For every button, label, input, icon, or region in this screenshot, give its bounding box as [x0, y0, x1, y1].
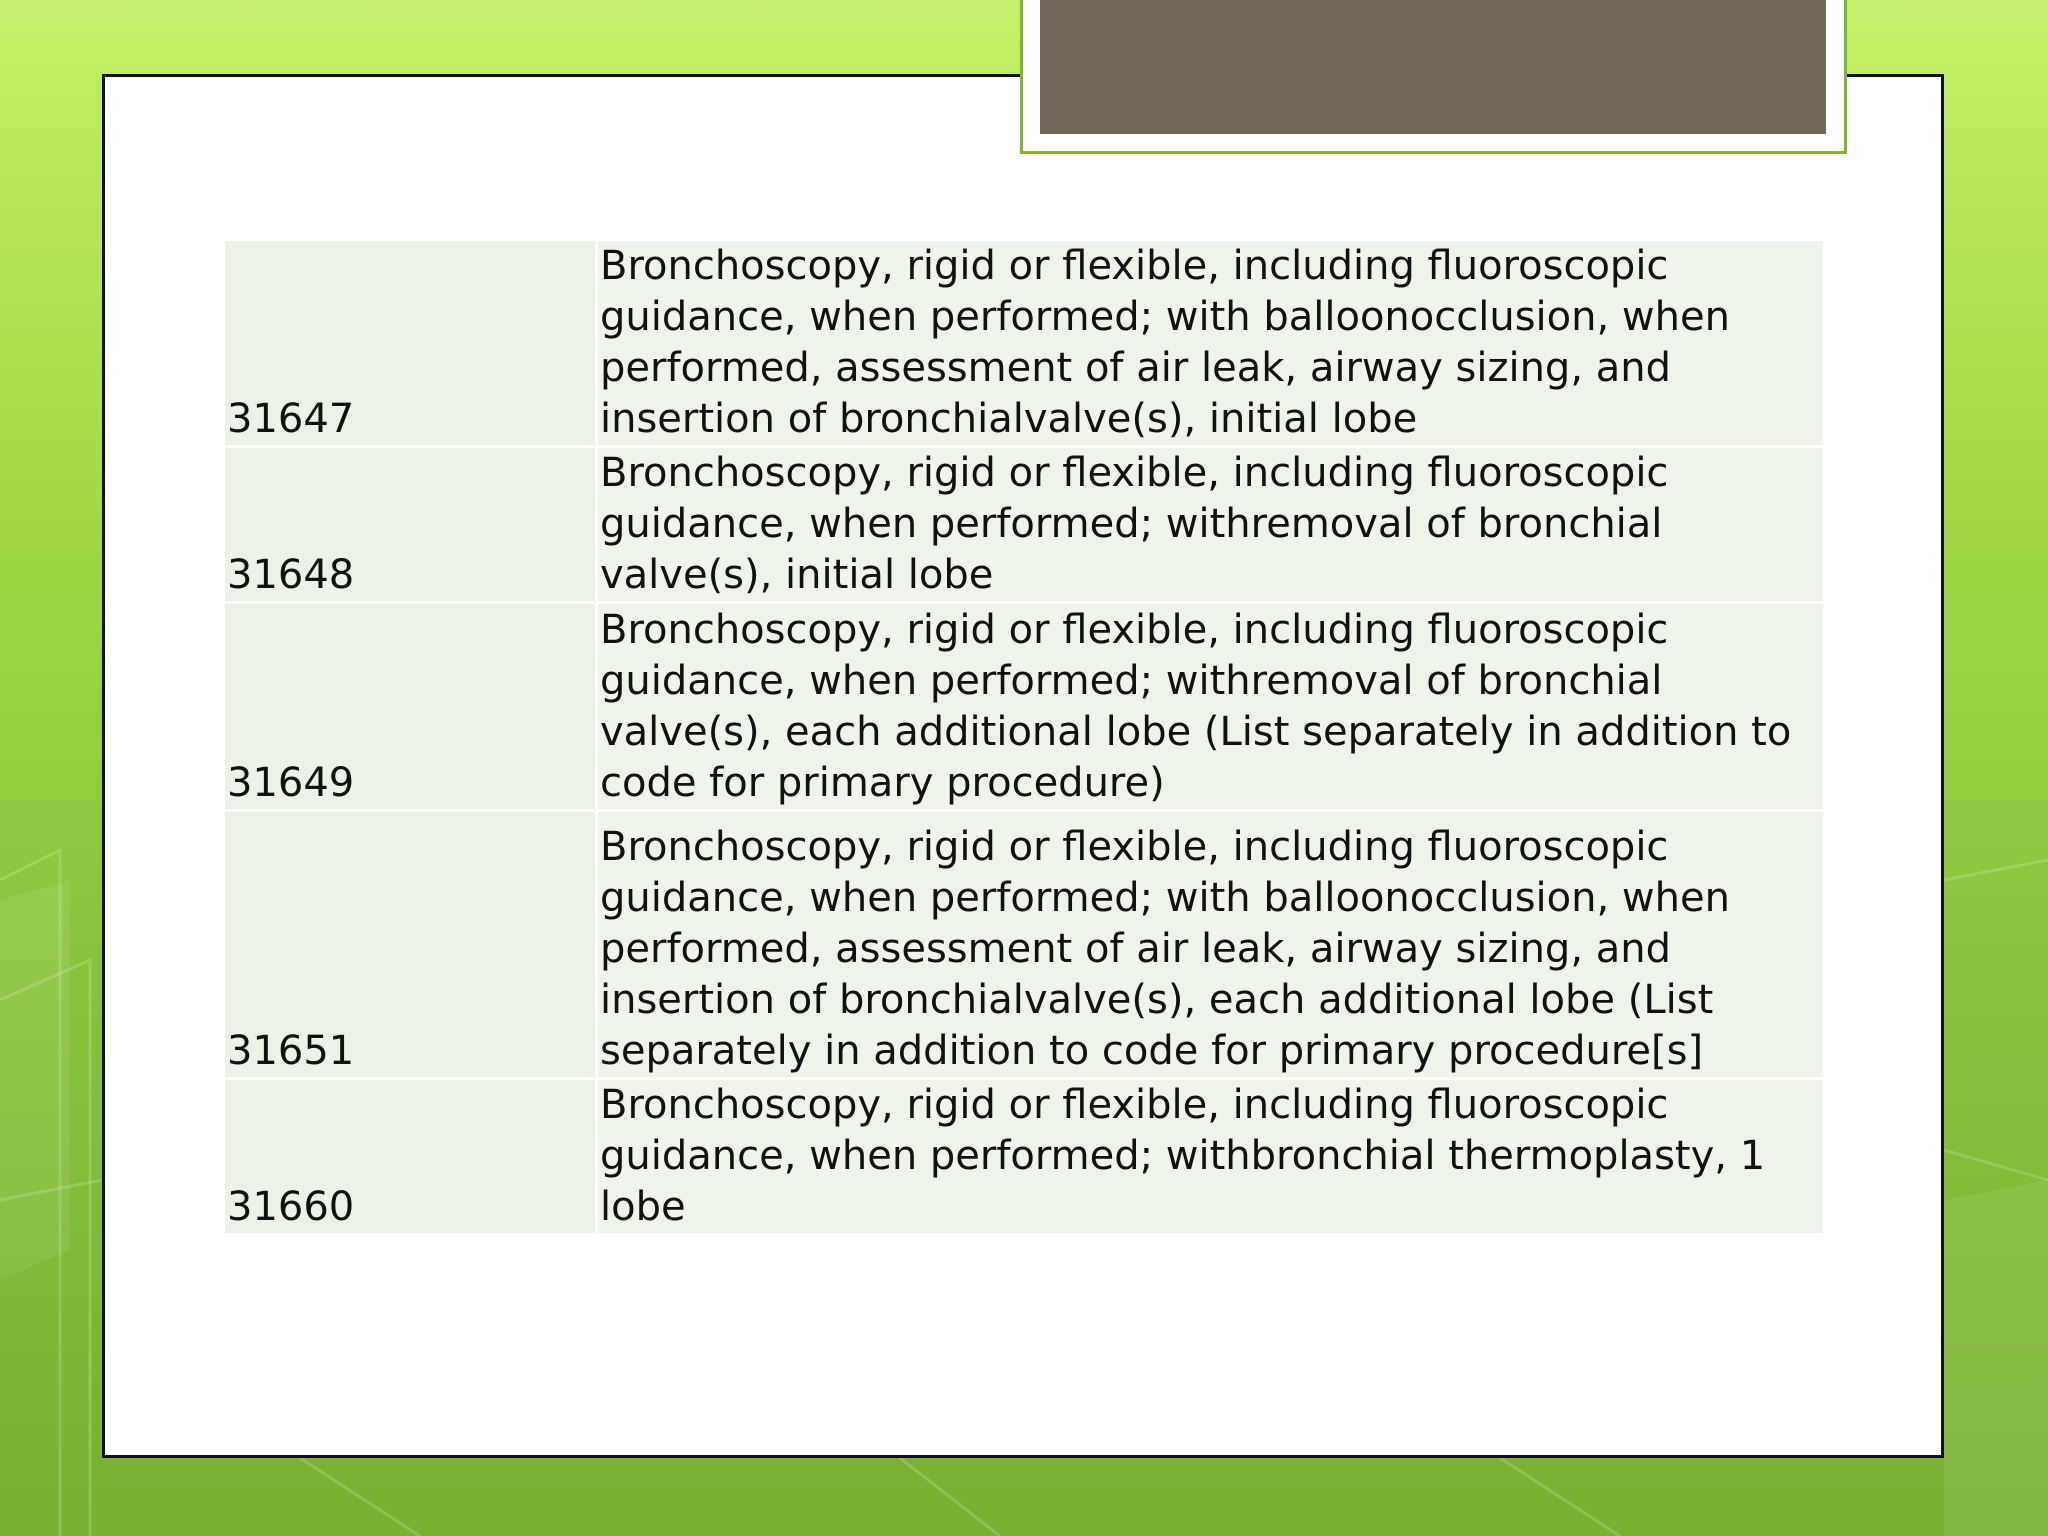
description-cell: Bronchoscopy, rigid or flexible, including fluoroscopic guidance, when performed; withremoval of bronchial valve(s), initial lobe: [597, 447, 1825, 603]
description-cell: Bronchoscopy, rigid or flexible, including fluoroscopic guidance, when performed; with balloonocclusion, when performed, assessment of air leak, airway sizing, and insertion of bronchialvalve(s), each additional lobe (List separately in addition to code for primary procedure[s]: [597, 811, 1825, 1079]
code-cell: 31651: [224, 811, 597, 1079]
cpt-code-table: [222, 238, 1826, 1236]
description-cell: Bronchoscopy, rigid or flexible, including fluoroscopic guidance, when performed; withbronchial thermoplasty, 1 lobe: [597, 1079, 1825, 1235]
description-cell: Bronchoscopy, rigid or flexible, including fluoroscopic guidance, when performed; with balloonocclusion, when performed, assessment of air leak, airway sizing, and insertion of bronchialvalve(s), initial lobe: [597, 240, 1825, 447]
code-cell: 31647: [224, 240, 597, 447]
table-row: [224, 240, 1825, 447]
table-row: [224, 1079, 1825, 1235]
code-cell: 31648: [224, 447, 597, 603]
description-cell: Bronchoscopy, rigid or flexible, including fluoroscopic guidance, when performed; withremoval of bronchial valve(s), each additional lobe (List separately in addition to code for primary procedure): [597, 603, 1825, 811]
title-placeholder: [1040, 0, 1826, 134]
code-cell: 31660: [224, 1079, 597, 1235]
table-row: [224, 603, 1825, 811]
table-row: [224, 447, 1825, 603]
table-row: [224, 811, 1825, 1079]
code-cell: 31649: [224, 603, 597, 811]
